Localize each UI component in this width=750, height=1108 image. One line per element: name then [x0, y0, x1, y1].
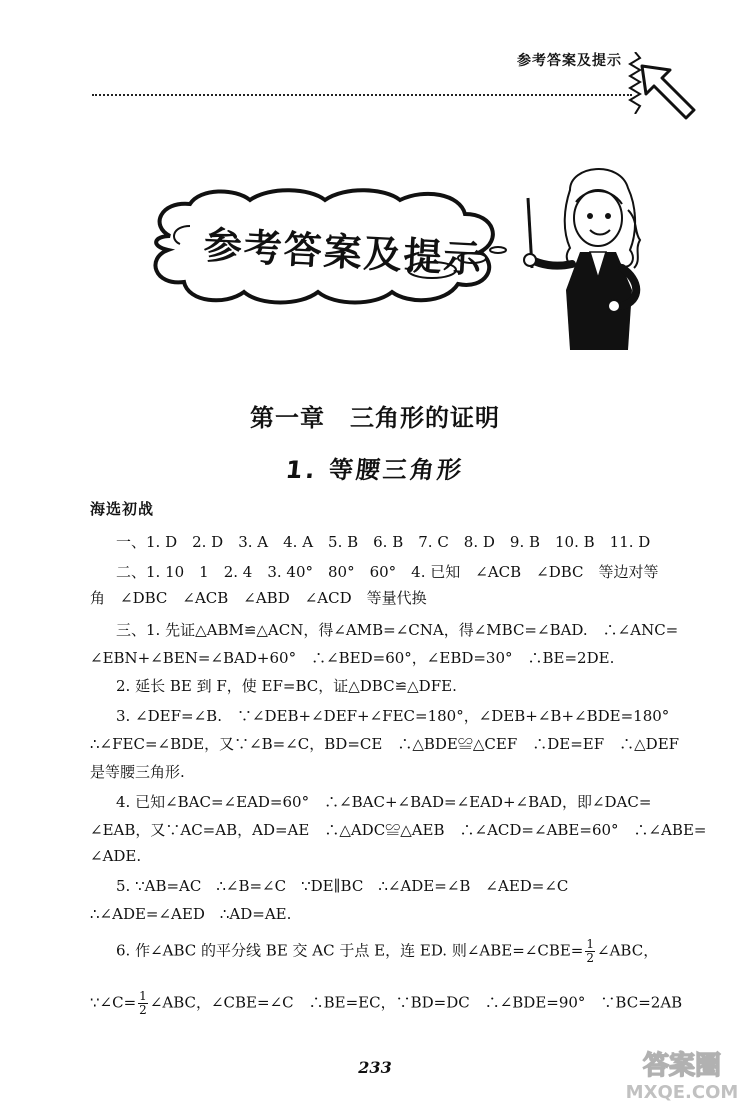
fraction-denominator: 2: [139, 1003, 147, 1017]
answer-line: ∴∠ADE=∠AED ∴AD=AE.: [90, 905, 292, 923]
answer-line: 一、1. D 2. D 3. A 4. A 5. B 6. B 7. C 8. D 9. B 10. B 11. D: [116, 533, 651, 551]
answer-line-6a: [116, 938, 658, 965]
fraction-numerator: 1: [139, 989, 147, 1003]
section-title-text: 1. 等腰三角形: [284, 456, 466, 484]
subsection-heading: 海选初战: [90, 500, 155, 518]
answer-text: ∠ABC，∠CBE=∠C ∴BE=EC，∵BD=DC ∴∠BDE=90° ∵BC=2AB: [149, 993, 683, 1012]
answer-line: ∠ADE.: [90, 847, 142, 865]
watermark-line1: 答案圈: [642, 1051, 722, 1081]
answer-line: 2. 延长 BE 到 F，使 EF=BC，证△DBC≌△DFE.: [116, 677, 457, 695]
answer-line: ∠EBN+∠BEN=∠BAD+60° ∴∠BED=60°，∠EBD=30° ∴BE=2DE.: [90, 649, 615, 667]
answer-line: 4. 已知∠BAC=∠EAD=60° ∴∠BAC+∠BAD=∠EAD+∠BAD，即∠DAC=: [116, 793, 652, 811]
answer-line: 5. ∵AB=AC ∴∠B=∠C ∵DE∥BC ∴∠ADE=∠B ∠AED=∠C: [116, 877, 569, 895]
section-title: [0, 450, 750, 485]
chapter-title: 第一章 三角形的证明: [250, 404, 500, 432]
answer-line: 是等腰三角形.: [90, 763, 185, 781]
answer-line: 三、1. 先证△ABM≌△ACN，得∠AMB=∠CNA，得∠MBC=∠BAD. ∴∠ANC=: [116, 621, 679, 639]
watermark-logo-icon: [618, 1044, 746, 1104]
answer-text: ∵∠C=: [90, 993, 137, 1012]
fraction-numerator: 1: [586, 937, 595, 951]
teacher-illustration-icon: [510, 160, 660, 360]
answer-line: ∴∠FEC=∠BDE，又∵∠B=∠C，BD=CE ∴△BDE≌△CEF ∴DE=EF ∴△DEF: [90, 735, 680, 753]
fraction-denominator: 2: [586, 951, 595, 965]
fraction-one-half: [585, 938, 595, 965]
answer-line: 角 ∠DBC ∠ACB ∠ABD ∠ACD 等量代换: [90, 589, 427, 607]
running-header: 参考答案及提示: [517, 53, 622, 69]
page-number: 233: [358, 1058, 392, 1077]
answer-text: 6. 作∠ABC 的平分线 BE 交 AC 于点 E，连 ED. 则∠ABE=∠CBE=: [116, 941, 584, 960]
answer-line: 3. ∠DEF=∠B. ∵∠DEB+∠DEF+∠FEC=180°，∠DEB+∠B+∠BDE=180°: [116, 707, 670, 725]
corner-arrow-icon: [640, 64, 696, 120]
answer-line: 二、1. 10 1 2. 4 3. 40° 80° 60° 4. 已知 ∠ACB ∠DBC 等边对等: [116, 563, 659, 581]
header-dotted-rule: [92, 94, 632, 96]
fraction-one-half: [138, 990, 148, 1017]
banner-title: 参考答案及提示: [202, 223, 485, 282]
answer-line-6b: [90, 990, 682, 1017]
watermark-line2: MXQE.COM: [625, 1082, 739, 1103]
answer-text: ∠ABC，: [597, 941, 659, 960]
answer-line: ∠EAB，又∵AC=AB，AD=AE ∴△ADC≌△AEB ∴∠ACD=∠ABE=60° ∴∠ABE=: [90, 821, 707, 839]
